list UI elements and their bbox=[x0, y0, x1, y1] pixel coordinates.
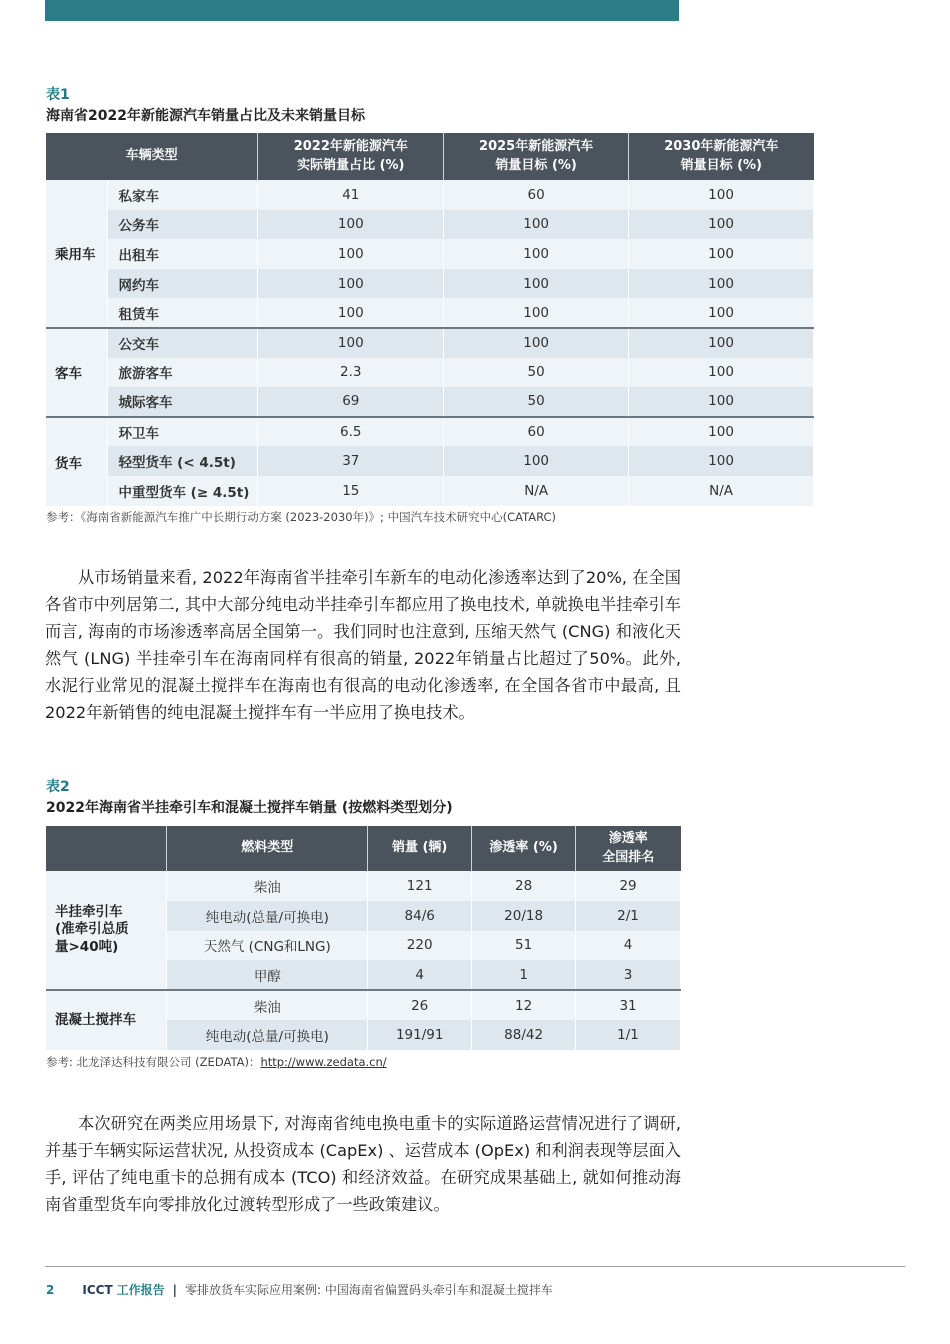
value-2025: 100 bbox=[444, 446, 629, 476]
value-2025: 100 bbox=[444, 298, 629, 328]
vehicle-subtype: 网约车 bbox=[108, 269, 258, 299]
table2-source-text: 参考: 北龙泽达科技有限公司 (ZEDATA)： bbox=[46, 1055, 261, 1069]
value-2030: 100 bbox=[629, 358, 814, 388]
table-row bbox=[46, 269, 814, 299]
value-2025: 100 bbox=[444, 328, 629, 358]
value-2030: 100 bbox=[629, 180, 814, 210]
sales-count: 191/91 bbox=[368, 1020, 472, 1050]
table-row bbox=[46, 446, 814, 476]
value-2022: 100 bbox=[258, 239, 444, 269]
page-number: 2 bbox=[46, 1282, 55, 1297]
vehicle-subtype: 公交车 bbox=[108, 328, 258, 358]
vehicle-category: 客车 bbox=[46, 328, 108, 417]
fuel-type: 纯电动(总量/可换电) bbox=[167, 1020, 368, 1050]
table1-header-2030: 2030年新能源汽车 销量目标 (%) bbox=[629, 133, 814, 180]
body-paragraph-2: 本次研究在两类应用场景下, 对海南省纯电换电重卡的实际道路运营情况进行了调研, 并基于车辆实际运营状况, 从投资成本 (CapEx) 、运营成本 (OpEx) 和利润表现等层面入手, 评估了纯电重卡的总拥有成本 (TCO) 和经济效益。在研究成果基础上, 就如何推动海南省重型货车向零排放化过渡转型形成了一些政策建议。 bbox=[45, 1114, 681, 1214]
value-2030: 100 bbox=[629, 239, 814, 269]
zedata-link[interactable]: http://www.zedata.cn/ bbox=[260, 1055, 387, 1069]
footer-divider bbox=[45, 1266, 905, 1267]
sales-count: 4 bbox=[368, 960, 472, 990]
penetration-rate: 20/18 bbox=[472, 901, 576, 931]
value-2022: 100 bbox=[258, 298, 444, 328]
national-rank: 31 bbox=[576, 990, 681, 1020]
value-2030: 100 bbox=[629, 328, 814, 358]
value-2022: 37 bbox=[258, 446, 444, 476]
value-2030: 100 bbox=[629, 269, 814, 299]
value-2030: 100 bbox=[629, 446, 814, 476]
national-rank: 3 bbox=[576, 960, 681, 990]
footer bbox=[46, 1281, 553, 1298]
value-2025: 50 bbox=[444, 387, 629, 417]
table2-header-sales: 销量 (辆) bbox=[368, 826, 472, 871]
table-row bbox=[46, 387, 814, 417]
table1-header-2025: 2025年新能源汽车 销量目标 (%) bbox=[444, 133, 629, 180]
value-2030: 100 bbox=[629, 298, 814, 328]
value-2022: 15 bbox=[258, 476, 444, 506]
table2-label: 表2 bbox=[46, 779, 70, 795]
footer-report-title: 零排放货车实际应用案例: 中国海南省偏置码头牵引车和混凝土搅拌车 bbox=[185, 1283, 553, 1297]
value-2025: 100 bbox=[444, 239, 629, 269]
value-2025: 100 bbox=[444, 210, 629, 240]
national-rank: 29 bbox=[576, 871, 681, 901]
table1-source-note: 参考：《海南省新能源汽车推广中长期行动方案 (2023-2030年)》; 中国汽车技术研究中心(CATARC) bbox=[46, 510, 557, 524]
table2-source-note bbox=[46, 1054, 387, 1070]
truck-category: 半挂牵引车 (准牵引总质 量>40吨) bbox=[46, 871, 167, 990]
value-2030: N/A bbox=[629, 476, 814, 506]
top-accent-bar bbox=[45, 0, 679, 21]
table-row bbox=[46, 328, 814, 358]
table2-title: 2022年海南省半挂牵引车和混凝土搅拌车销量 (按燃料类型划分) bbox=[46, 800, 453, 816]
value-2025: 60 bbox=[444, 180, 629, 210]
penetration-rate: 51 bbox=[472, 931, 576, 961]
vehicle-subtype: 出租车 bbox=[108, 239, 258, 269]
fuel-type: 纯电动(总量/可换电) bbox=[167, 901, 368, 931]
value-2025: N/A bbox=[444, 476, 629, 506]
table1-header-vehicle-type: 车辆类型 bbox=[46, 133, 258, 180]
table2-header-penetration: 渗透率 (%) bbox=[472, 826, 576, 871]
table2 bbox=[46, 826, 681, 1050]
table1-label: 表1 bbox=[46, 87, 70, 103]
value-2022: 2.3 bbox=[258, 358, 444, 388]
penetration-rate: 1 bbox=[472, 960, 576, 990]
table-row bbox=[46, 298, 814, 328]
penetration-rate: 28 bbox=[472, 871, 576, 901]
value-2025: 60 bbox=[444, 417, 629, 447]
sales-count: 84/6 bbox=[368, 901, 472, 931]
table-row bbox=[46, 358, 814, 388]
sales-count: 121 bbox=[368, 871, 472, 901]
penetration-rate: 88/42 bbox=[472, 1020, 576, 1050]
table1-title: 海南省2022年新能源汽车销量占比及未来销量目标 bbox=[46, 108, 365, 124]
fuel-type: 柴油 bbox=[167, 990, 368, 1020]
table-row bbox=[46, 180, 814, 210]
value-2030: 100 bbox=[629, 387, 814, 417]
value-2030: 100 bbox=[629, 417, 814, 447]
vehicle-subtype: 公务车 bbox=[108, 210, 258, 240]
value-2022: 100 bbox=[258, 269, 444, 299]
table1-header-2022: 2022年新能源汽车 实际销量占比 (%) bbox=[258, 133, 444, 180]
vehicle-category: 乘用车 bbox=[46, 180, 108, 328]
penetration-rate: 12 bbox=[472, 990, 576, 1020]
table2-header-fuel-type: 燃料类型 bbox=[167, 826, 368, 871]
footer-report-kind: 工作报告 bbox=[116, 1283, 165, 1297]
vehicle-subtype: 轻型货车 (< 4.5t) bbox=[108, 446, 258, 476]
table2-header-rank: 渗透率 全国排名 bbox=[576, 826, 681, 871]
vehicle-subtype: 租赁车 bbox=[108, 298, 258, 328]
value-2025: 50 bbox=[444, 358, 629, 388]
table2-header-blank bbox=[46, 826, 167, 871]
value-2022: 6.5 bbox=[258, 417, 444, 447]
value-2030: 100 bbox=[629, 210, 814, 240]
fuel-type: 甲醇 bbox=[167, 960, 368, 990]
value-2022: 100 bbox=[258, 210, 444, 240]
truck-category: 混凝土搅拌车 bbox=[46, 990, 167, 1050]
body-paragraph-1: 从市场销量来看, 2022年海南省半挂牵引车新车的电动化渗透率达到了20%, 在全国各省市中列居第二, 其中大部分纯电动半挂牵引车都应用了换电技术, 单就换电半挂牵引车而言, 海南的市场渗透率高居全国第一。我们同时也注意到, 压缩天然气 (CNG) 和液化天然气 (LNG) 半挂牵引车在海南同样有很高的销量, 2022年销量占比超过了50%。此外, 水泥行业常见的混凝土搅拌车在海南也有很高的电动化渗透率, 在全国各省市中最高, 且2022年新销售的纯电混凝土搅拌车有一半应用了换电技术。 bbox=[45, 568, 681, 722]
value-2025: 100 bbox=[444, 269, 629, 299]
vehicle-subtype: 中重型货车 (≥ 4.5t) bbox=[108, 476, 258, 506]
vehicle-subtype: 城际客车 bbox=[108, 387, 258, 417]
footer-org: ICCT bbox=[82, 1282, 113, 1297]
vehicle-subtype: 私家车 bbox=[108, 180, 258, 210]
vehicle-subtype: 环卫车 bbox=[108, 417, 258, 447]
fuel-type: 天然气 (CNG和LNG) bbox=[167, 931, 368, 961]
value-2022: 41 bbox=[258, 180, 444, 210]
table-row bbox=[46, 476, 814, 506]
table-row bbox=[46, 871, 681, 901]
national-rank: 4 bbox=[576, 931, 681, 961]
table1 bbox=[46, 133, 814, 506]
table-row bbox=[46, 210, 814, 240]
value-2022: 69 bbox=[258, 387, 444, 417]
vehicle-category: 货车 bbox=[46, 417, 108, 506]
national-rank: 2/1 bbox=[576, 901, 681, 931]
table-row bbox=[46, 417, 814, 447]
footer-separator: | bbox=[172, 1282, 178, 1297]
value-2022: 100 bbox=[258, 328, 444, 358]
vehicle-subtype: 旅游客车 bbox=[108, 358, 258, 388]
sales-count: 26 bbox=[368, 990, 472, 1020]
table-row bbox=[46, 990, 681, 1020]
table-row bbox=[46, 239, 814, 269]
sales-count: 220 bbox=[368, 931, 472, 961]
fuel-type: 柴油 bbox=[167, 871, 368, 901]
national-rank: 1/1 bbox=[576, 1020, 681, 1050]
